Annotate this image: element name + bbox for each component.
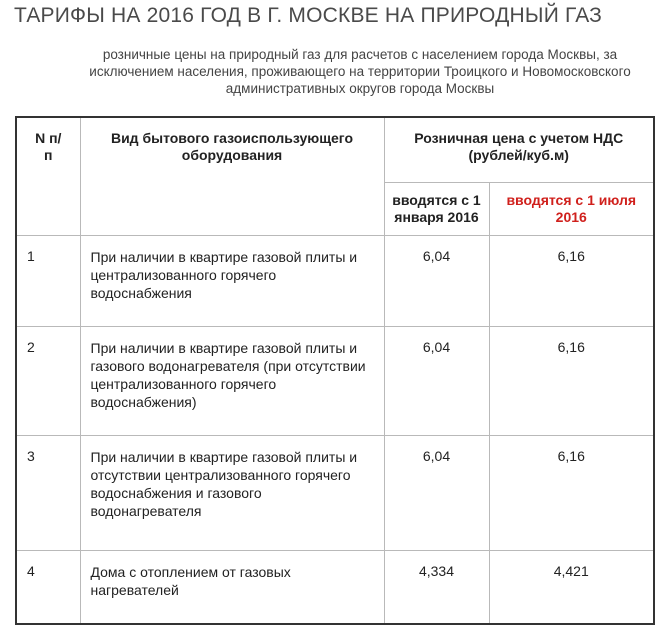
- header-from-july: [489, 183, 654, 236]
- row-description: При наличии в квартире газовой плиты и газового водонагревателя (при отсутствии централизованного горячего водоснабжения): [80, 327, 384, 436]
- header-from-january: [384, 183, 489, 236]
- header-equipment-label: Вид бытового газоиспользующего оборудования: [110, 130, 354, 163]
- table-row: [16, 436, 654, 551]
- header-price-label: Розничная цена с учетом НДС (рублей/куб.м): [414, 130, 624, 163]
- row-price-january: 6,04: [384, 436, 489, 551]
- table-row: [16, 327, 654, 436]
- header-from-january-label: вводятся с 1 января 2016: [392, 192, 481, 225]
- header-from-july-label: вводятся с 1 июля 2016: [506, 192, 637, 225]
- row-price-july: 6,16: [489, 436, 654, 551]
- row-number: 1: [16, 236, 80, 327]
- header-equipment: [80, 117, 384, 236]
- row-price-january: 4,334: [384, 551, 489, 625]
- row-description: Дома с отоплением от газовых нагревателей: [80, 551, 384, 625]
- row-description: При наличии в квартире газовой плиты и отсутствии централизованного горячего водоснабжения и газового водонагревателя: [80, 436, 384, 551]
- page-subtitle: розничные цены на природный газ для расчетов с населением города Москвы, за исключением населения, проживающего на территории Троицкого и Новомосковского административных округов города Москвы: [89, 47, 631, 96]
- row-price-july: 6,16: [489, 327, 654, 436]
- row-price-july: 6,16: [489, 236, 654, 327]
- tariff-table: [15, 116, 655, 625]
- row-number: 4: [16, 551, 80, 625]
- row-price-january: 6,04: [384, 327, 489, 436]
- table-row: [16, 551, 654, 625]
- header-number-label: N п/п: [35, 130, 62, 163]
- page-title: ТАРИФЫ НА 2016 ГОД В Г. МОСКВЕ НА ПРИРОДНЫЙ ГАЗ: [14, 4, 603, 27]
- row-description: При наличии в квартире газовой плиты и централизованного горячего водоснабжения: [80, 236, 384, 327]
- header-number: [16, 117, 80, 236]
- table-header-row: [16, 117, 654, 183]
- row-price-january: 6,04: [384, 236, 489, 327]
- row-number: 2: [16, 327, 80, 436]
- row-price-july: 4,421: [489, 551, 654, 625]
- table-row: [16, 236, 654, 327]
- row-number: 3: [16, 436, 80, 551]
- header-price: [384, 117, 654, 183]
